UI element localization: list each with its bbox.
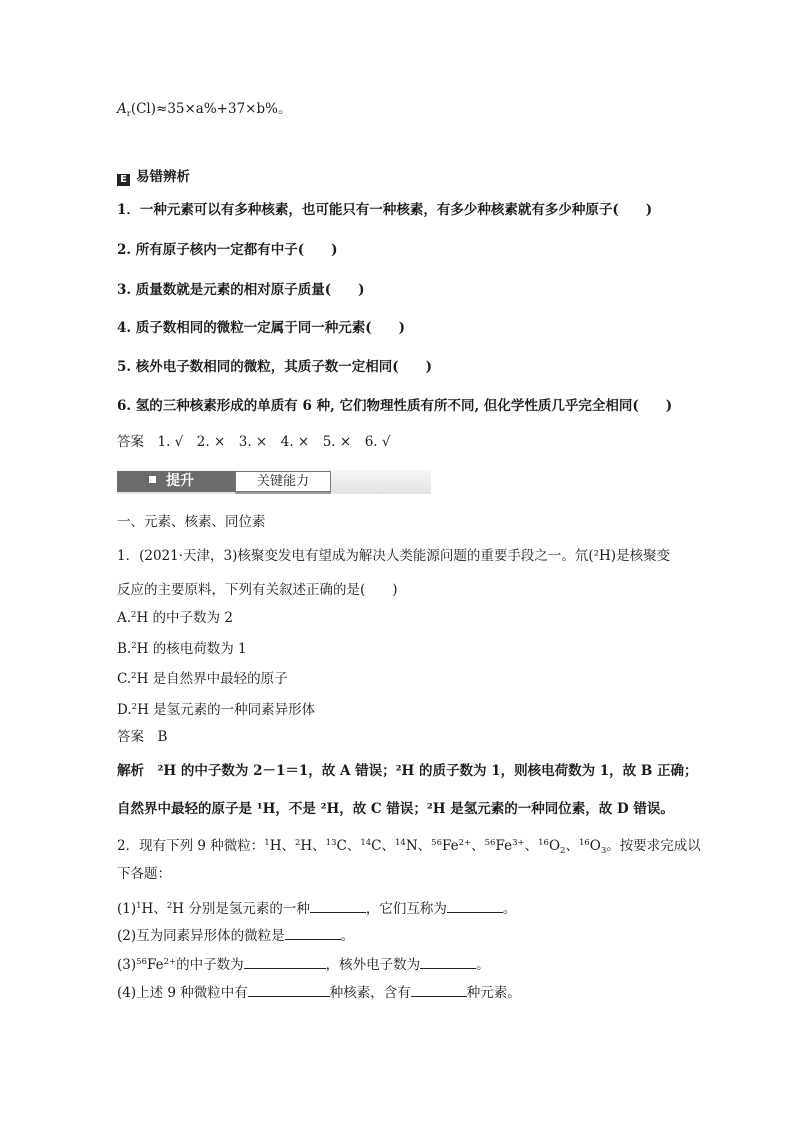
question1-option-c: C.$^2$H 是自然界中最轻的原子 (117, 671, 288, 687)
particle-item: $^{16}O_3$ (578, 838, 607, 856)
answer-blank[interactable] (420, 956, 476, 969)
error-section-answer: 答案 1. √ 2. × 3. × 4. × 5. × 6. √ (117, 434, 391, 450)
section-badge-icon: E (117, 174, 130, 186)
question2-part4: (4)上述 9 种微粒中有 种核素，含有 种元素。 (117, 985, 521, 1001)
answer-blank[interactable] (244, 956, 326, 969)
question1-stem-line2: 反应的主要原料，下列有关叙述正确的是( ) (117, 582, 398, 598)
question1-analysis-line1: 解析 ²H 的中子数为 2－1＝1，故 A 错误；²H 的质子数为 1，则核电荷数为 1，故 B 正确； (117, 763, 698, 779)
particle-item: $^{56}Fe^{3+}$ (484, 838, 525, 854)
square-bullet-icon (149, 476, 156, 483)
question2-stem-line2: 下各题： (117, 866, 171, 882)
statement-5: 5. 核外电子数相同的微粒，其质子数一定相同( ) (117, 359, 433, 375)
statement-1: 1．一种元素可以有多种核素，也可能只有一种核素，有多少种核素就有多少种原子( ) (117, 202, 653, 218)
particle-item: $^1$H (264, 838, 282, 854)
answer-blank[interactable] (248, 984, 330, 997)
question1-answer: 答案 B (117, 729, 168, 745)
answer-blank[interactable] (310, 900, 366, 913)
banner-light-tab: 关键能力 (235, 471, 331, 492)
particle-list: $^1$H、$^2$H、$^{13}$C、$^{14}$C、$^{14}$N、$^{56}Fe^{2+}$、$^{56}Fe^{3+}$、$^{16}O_2$、$^{16}O_3$ (264, 838, 607, 856)
statement-6: 6. 氢的三种核素形成的单质有 6 种, 它们物理性质有所不同, 但化学性质几乎完全相同( ) (117, 398, 673, 414)
section-banner (117, 470, 431, 494)
statement-4: 4. 质子数相同的微粒一定属于同一种元素( ) (117, 320, 406, 336)
question1-option-b: B.$^2$H 的核电荷数为 1 (117, 641, 247, 657)
question1-analysis-line2: 自然界中最轻的原子是 ¹H，不是 ²H，故 C 错误；²H 是氢元素的一种同位素，故 D 错误。 (117, 801, 674, 817)
question1-option-a: A.$^2$H 的中子数为 2 (117, 610, 233, 626)
answer-blank[interactable] (411, 984, 467, 997)
particle-item: $^{14}$C (360, 838, 382, 854)
particle-item: $^{13}$C (325, 838, 347, 854)
particle-item: $^{16}O_2$ (538, 838, 566, 856)
question1-option-d: D.$^2$H 是氢元素的一种同素异形体 (117, 702, 316, 718)
relative-atomic-mass-formula: $A_r(Cl)\approx 35\times a\%+37\times b\%$。 (117, 101, 292, 119)
particle-item: $^{56}Fe^{2+}$ (431, 838, 472, 854)
banner-dark-tab: 提升 (117, 471, 235, 492)
statement-2: 2. 所有原子核内一定都有中子( ) (117, 242, 338, 258)
error-section-heading: E 易错辨析 (117, 171, 190, 186)
particle-item: $^{14}$N (395, 838, 418, 854)
question1-stem-line1: 1．(2021·天津，3)核聚变发电有望成为解决人类能源问题的重要手段之一。氘(²H)是核聚变 (117, 548, 671, 564)
answer-blank[interactable] (285, 927, 341, 940)
answer-blank[interactable] (447, 900, 503, 913)
section-heading: 一、元素、核素、同位素 (117, 514, 266, 530)
question2-part2: (2)互为同素异形体的微粒是 。 (117, 928, 355, 944)
particle-item: $^2$H (294, 838, 313, 854)
question2-part3: $(3)^{56}Fe^{2+}$的中子数为 ，核外电子数为 。 (117, 957, 490, 973)
statement-3: 3. 质量数就是元素的相对原子质量( ) (117, 282, 365, 298)
question2-part1: $(1)^1H$、$^2$H 分别是氢元素的一种 ，它们互称为 。 (117, 901, 517, 917)
question2-stem-line1: 2．现有下列 9 种微粒：$^1$H、$^2$H、$^{13}$C、$^{14}$C、$^{14}$N、$^{56}Fe^{2+}$、$^{56}Fe^{3+}$、$^{16}O_2$、$^{16}O_3$。按要求完成以 (117, 838, 701, 856)
